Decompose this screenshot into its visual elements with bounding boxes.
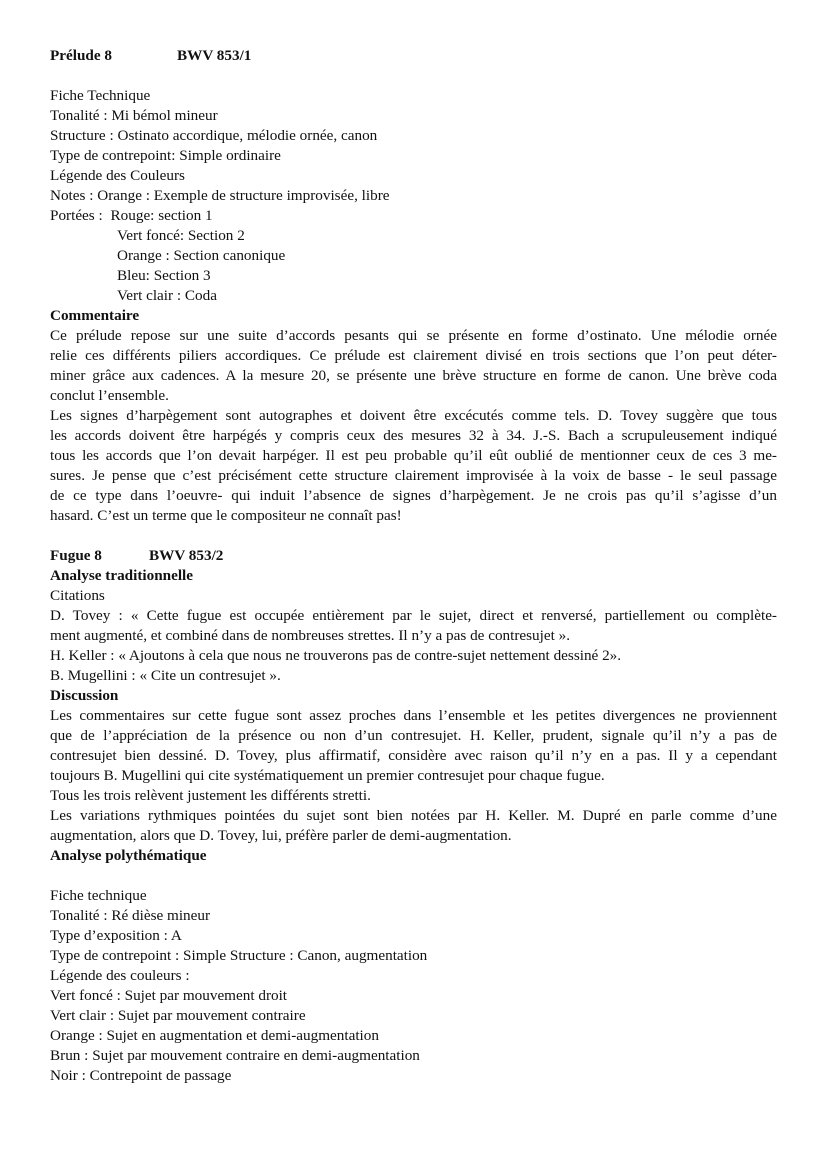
fugue-discussion-paragraph-1: [50, 706, 777, 786]
prelude-notes: Notes : Orange : Exemple de structure improvisée, libre: [50, 187, 390, 204]
text-line: Les variations rythmiques pointées du sujet sont bien notées par H. Keller. M. Dupré en parle comme d’une: [50, 807, 777, 824]
fugue-analyse-traditionnelle-heading: Analyse traditionnelle: [50, 567, 194, 584]
prelude-legende: Légende des Couleurs: [50, 167, 185, 184]
fugue-color-item: Vert clair : Sujet par mouvement contraire: [50, 1007, 306, 1024]
fugue-color-item: Brun : Sujet par mouvement contraire en demi-augmentation: [50, 1047, 420, 1064]
fugue-citations-heading: Citations: [50, 587, 105, 604]
fugue-color-item: Noir : Contrepoint de passage: [50, 1067, 232, 1084]
text-line: hasard. C’est un terme que le compositeur ne connaît pas!: [50, 507, 402, 524]
fugue-analyse-polythematique-heading: Analyse polythématique: [50, 847, 207, 864]
text-line: Les signes d’harpègement sont autographes et doivent être excécutés comme tels. D. Tovey suggère que tous: [50, 407, 777, 424]
prelude-portee-item: Rouge: section 1: [110, 207, 213, 224]
text-line: augmentation, alors que D. Tovey, lui, préfère parler de demi-augmentation.: [50, 827, 512, 844]
text-line: ment augmenté, et combiné dans de nombreuses strettes. Il n’y a pas de contresujet ».: [50, 627, 571, 644]
prelude-portee-item: Orange : Section canonique: [117, 247, 286, 264]
tovey-quote: [50, 606, 777, 646]
prelude-tonalite: Tonalité : Mi bémol mineur: [50, 107, 218, 124]
text-line: que de l’appréciation de la présence ou non d’un contresujet. H. Keller, prudent, signale qu’il n’y a pas de: [50, 727, 777, 744]
fugue-legende: Légende des couleurs :: [50, 967, 190, 984]
prelude-portee-item: Vert foncé: Section 2: [117, 227, 245, 244]
fugue-contrepoint: Type de contrepoint : Simple Structure : Canon, augmentation: [50, 947, 428, 964]
fugue-color-item: Orange : Sujet en augmentation et demi-augmentation: [50, 1027, 379, 1044]
text-line: les accords doivent être harpégés y compris ceux des mesures 32 à 34. J.-S. Bach a scrupuleusement indiqué: [50, 427, 777, 444]
prelude-structure: Structure : Ostinato accordique, mélodie ornée, canon: [50, 127, 378, 144]
text-line: relie ces différents piliers accordiques. Ce prélude est clairement divisé en trois sections que l’on peut déter-: [50, 347, 777, 364]
fugue-exposition: Type d’exposition : A: [50, 927, 182, 944]
fugue-fiche-heading: Fiche technique: [50, 887, 147, 904]
keller-quote: H. Keller : « Ajoutons à cela que nous ne trouverons pas de contre-sujet nettement dessiné 2».: [50, 647, 622, 664]
fugue-discussion-paragraph-2: Tous les trois relèvent justement les différents stretti.: [50, 787, 371, 804]
fugue-tonalite: Tonalité : Ré dièse mineur: [50, 907, 211, 924]
prelude-commentaire-heading: Commentaire: [50, 307, 140, 324]
spacer: [50, 526, 777, 546]
prelude-portees-label: Portées :: [50, 207, 103, 224]
fugue-color-item: Vert foncé : Sujet par mouvement droit: [50, 987, 288, 1004]
fugue-title-bwv: BWV 853/2: [149, 547, 224, 564]
fugue-title: [50, 546, 777, 566]
spacer: [50, 866, 777, 886]
text-line: contresujet bien dessiné. D. Tovey, plus affirmatif, considère avec raison qu’il n’y en a pas. Il y a cependant: [50, 747, 777, 764]
spacer: [50, 66, 777, 86]
prelude-portees-row: [50, 206, 777, 226]
text-line: D. Tovey : « Cette fugue est occupée entièrement par le sujet, direct et renversé, partiellement ou complète-: [50, 607, 777, 624]
fugue-discussion-paragraph-3: [50, 806, 777, 846]
prelude-title: [50, 46, 777, 66]
prelude-fiche-heading: Fiche Technique: [50, 87, 151, 104]
fugue-title-name: Fugue 8: [50, 547, 102, 564]
fugue-discussion-heading: Discussion: [50, 687, 119, 704]
prelude-contrepoint: Type de contrepoint: Simple ordinaire: [50, 147, 281, 164]
prelude-title-name: Prélude 8: [50, 47, 113, 64]
text-line: sures. Je pense que c’est précisément cette structure clairement improvisée à la voix de basse - le seul passage: [50, 467, 777, 484]
text-line: Les commentaires sur cette fugue sont assez proches dans l’ensemble et les petites divergences ne proviennent: [50, 707, 777, 724]
prelude-title-bwv: BWV 853/1: [177, 47, 252, 64]
prelude-commentaire-paragraph-1: [50, 326, 777, 406]
text-line: conclut l’ensemble.: [50, 387, 169, 404]
text-line: Ce prélude repose sur une suite d’accords pesants qui se présente en forme d’ostinato. Une mélodie ornée: [50, 327, 777, 344]
prelude-portee-item: Bleu: Section 3: [117, 267, 211, 284]
text-line: toujours B. Mugellini qui cite systématiquement un premier contresujet pour chaque fugue.: [50, 767, 605, 784]
prelude-portee-item: Vert clair : Coda: [117, 287, 217, 304]
mugellini-quote: B. Mugellini : « Cite un contresujet ».: [50, 667, 281, 684]
text-line: tous les accords que l’on devait harpéger. Il est peu probable qu’il eût oublié de mentionner ceux de ces 3 me-: [50, 447, 777, 464]
text-line: miner grâce aux cadences. A la mesure 20, se présente une brève structure en forme de canon. Une brève coda: [50, 367, 777, 384]
prelude-commentaire-paragraph-2: [50, 406, 777, 526]
text-line: de ce type dans l’oeuvre- qui induit l’absence de signes d’harpègement. Je ne crois pas qu’il s’agisse d’un: [50, 487, 777, 504]
